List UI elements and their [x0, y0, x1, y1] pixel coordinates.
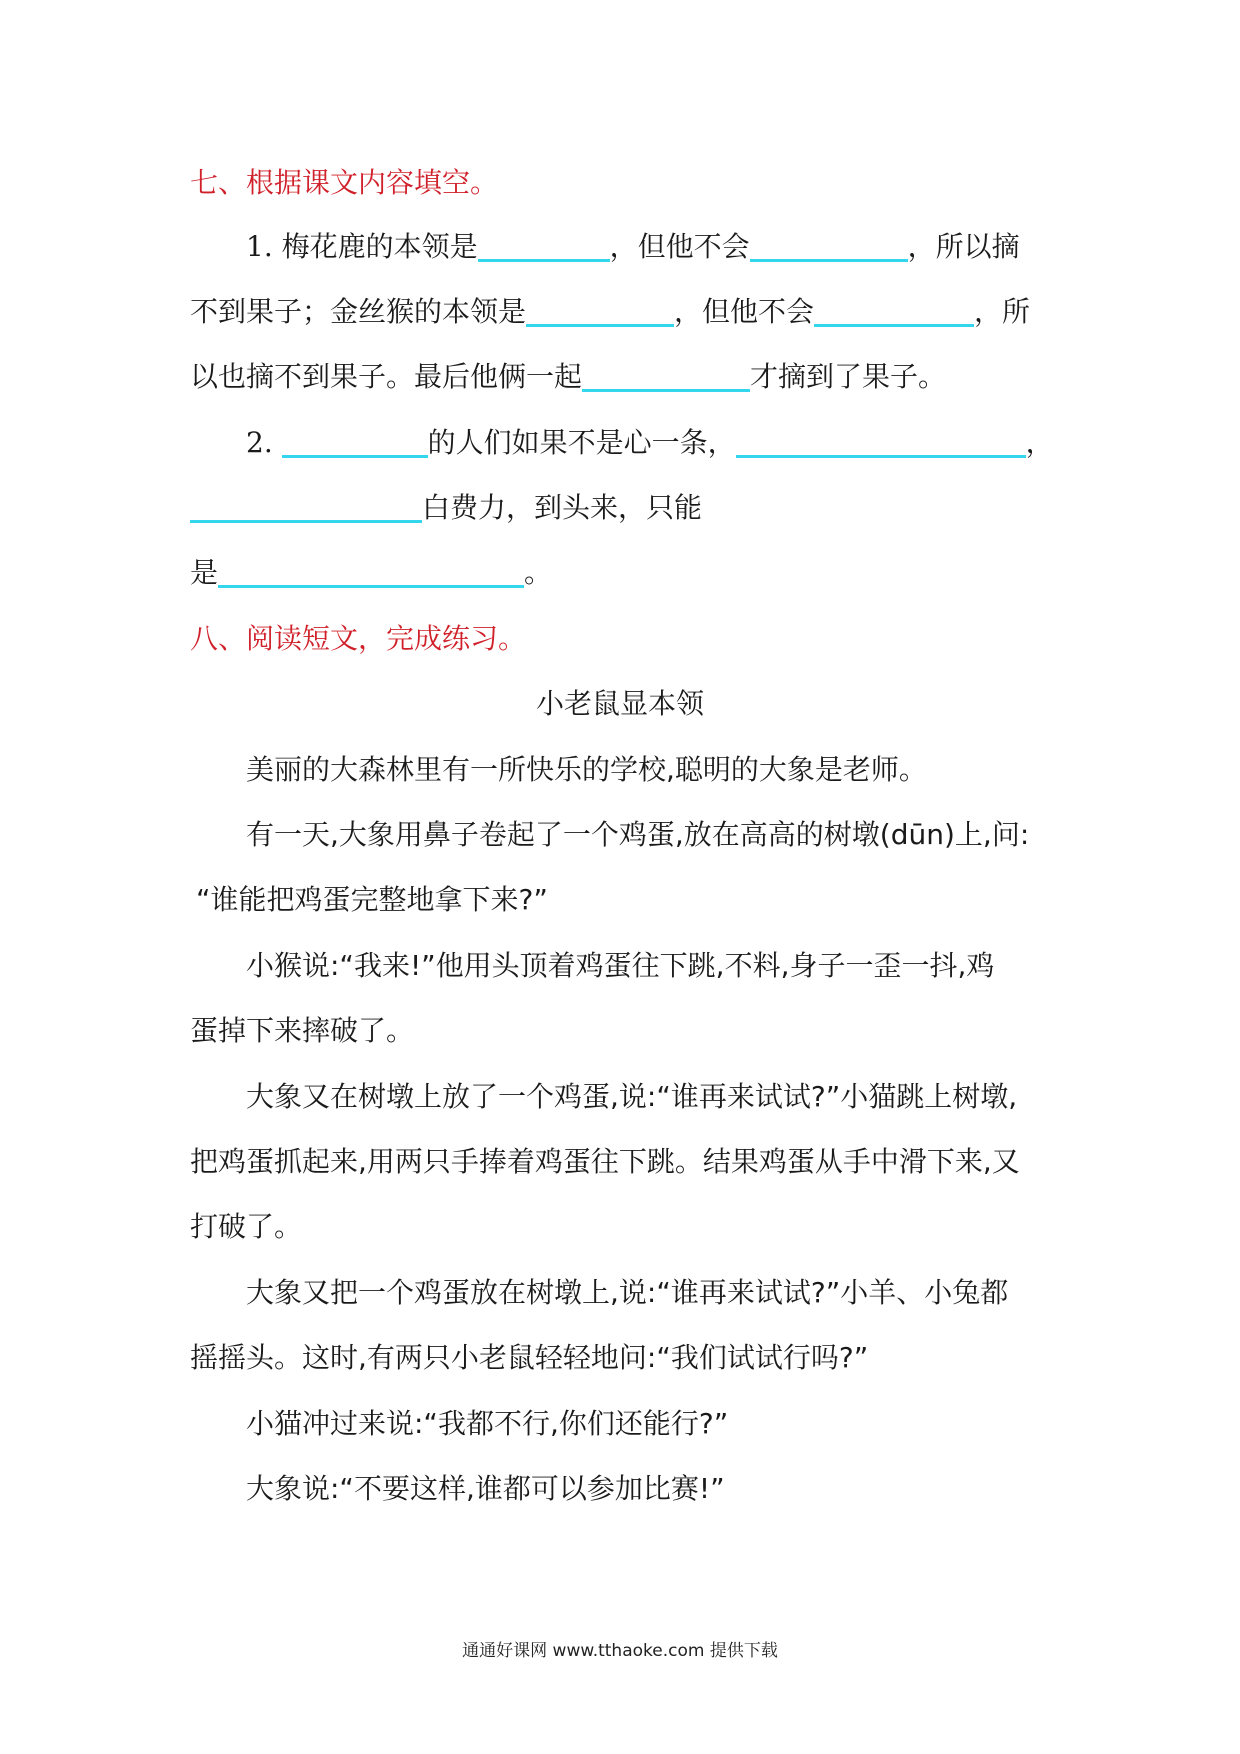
q1-line-1	[246, 227, 1240, 267]
blank-8[interactable]	[190, 490, 422, 523]
blank-7[interactable]	[736, 425, 1026, 458]
q2-text-1a: 2.	[246, 426, 273, 459]
passage-line-7: 把鸡蛋抓起来,用两只手捧着鸡蛋往下跳。结果鸡蛋从手中滑下来,又	[190, 1145, 1020, 1178]
q2-text-2b: 白费力，到头来，只能	[422, 491, 703, 524]
q2-text-3b: 。	[524, 556, 553, 589]
passage-line-8: 打破了。	[190, 1210, 303, 1243]
q1-text-2b: ，但他不会	[674, 295, 815, 328]
footer-credit: 通通好课网 www.tthaoke.com 提供下载	[462, 1641, 778, 1661]
q1-text-1a: 1. 梅花鹿的本领是	[246, 230, 478, 263]
passage-line-5: 蛋掉下来摔破了。	[190, 1014, 415, 1047]
blank-5[interactable]	[582, 359, 750, 392]
passage-line-3: “谁能把鸡蛋完整地拿下来?”	[196, 883, 548, 916]
passage-line-2: 有一天,大象用鼻子卷起了一个鸡蛋,放在高高的树墩(dūn)上,问:	[246, 818, 1030, 851]
passage-line-4: 小猴说:“我来!”他用头顶着鸡蛋往下跳,不料,身子一歪一抖,鸡	[246, 949, 995, 982]
passage-line-1: 美丽的大森林里有一所快乐的学校,聪明的大象是老师。	[246, 753, 927, 786]
q1-text-3a: 以也摘不到果子。最后他俩一起	[190, 360, 583, 393]
q1-text-2c: ，所	[974, 295, 1031, 328]
passage-line-10: 摇摇头。这时,有两只小老鼠轻轻地问:“我们试试行吗?”	[190, 1341, 869, 1374]
passage-line-9: 大象又把一个鸡蛋放在树墩上,说:“谁再来试试?”小羊、小兔都	[246, 1276, 1009, 1309]
section-8-heading: 八、阅读短文，完成练习。	[190, 622, 527, 655]
passage-line-12: 大象说:“不要这样,谁都可以参加比赛!”	[246, 1472, 725, 1505]
q1-text-1b: ，但他不会	[609, 230, 750, 263]
blank-6[interactable]	[282, 425, 428, 458]
q1-text-3b: 才摘到了果子。	[750, 360, 947, 393]
q1-text-1c: ，所以摘	[907, 230, 1020, 263]
blank-1[interactable]	[478, 229, 610, 262]
q1-line-2	[190, 292, 1240, 332]
blank-2[interactable]	[750, 229, 908, 262]
q2-line-1	[246, 423, 1240, 463]
q2-text-1b: 的人们如果不是心一条，	[427, 426, 736, 459]
blank-9[interactable]	[218, 555, 524, 588]
q1-text-2a: 不到果子；金丝猴的本领是	[190, 295, 527, 328]
q2-text-3a: 是	[190, 556, 219, 589]
passage-line-11: 小猫冲过来说:“我都不行,你们还能行?”	[246, 1407, 729, 1440]
blank-3[interactable]	[526, 294, 674, 327]
section-7-heading: 七、根据课文内容填空。	[190, 166, 499, 199]
passage-title: 小老鼠显本领	[535, 687, 704, 720]
passage-line-6: 大象又在树墩上放了一个鸡蛋,说:“谁再来试试?”小猫跳上树墩,	[246, 1080, 1018, 1113]
q2-line-2	[190, 488, 1240, 528]
q2-line-3	[190, 553, 1240, 593]
blank-4[interactable]	[814, 294, 974, 327]
q2-text-1c: ，	[1025, 426, 1054, 459]
q1-line-3	[190, 357, 1240, 397]
